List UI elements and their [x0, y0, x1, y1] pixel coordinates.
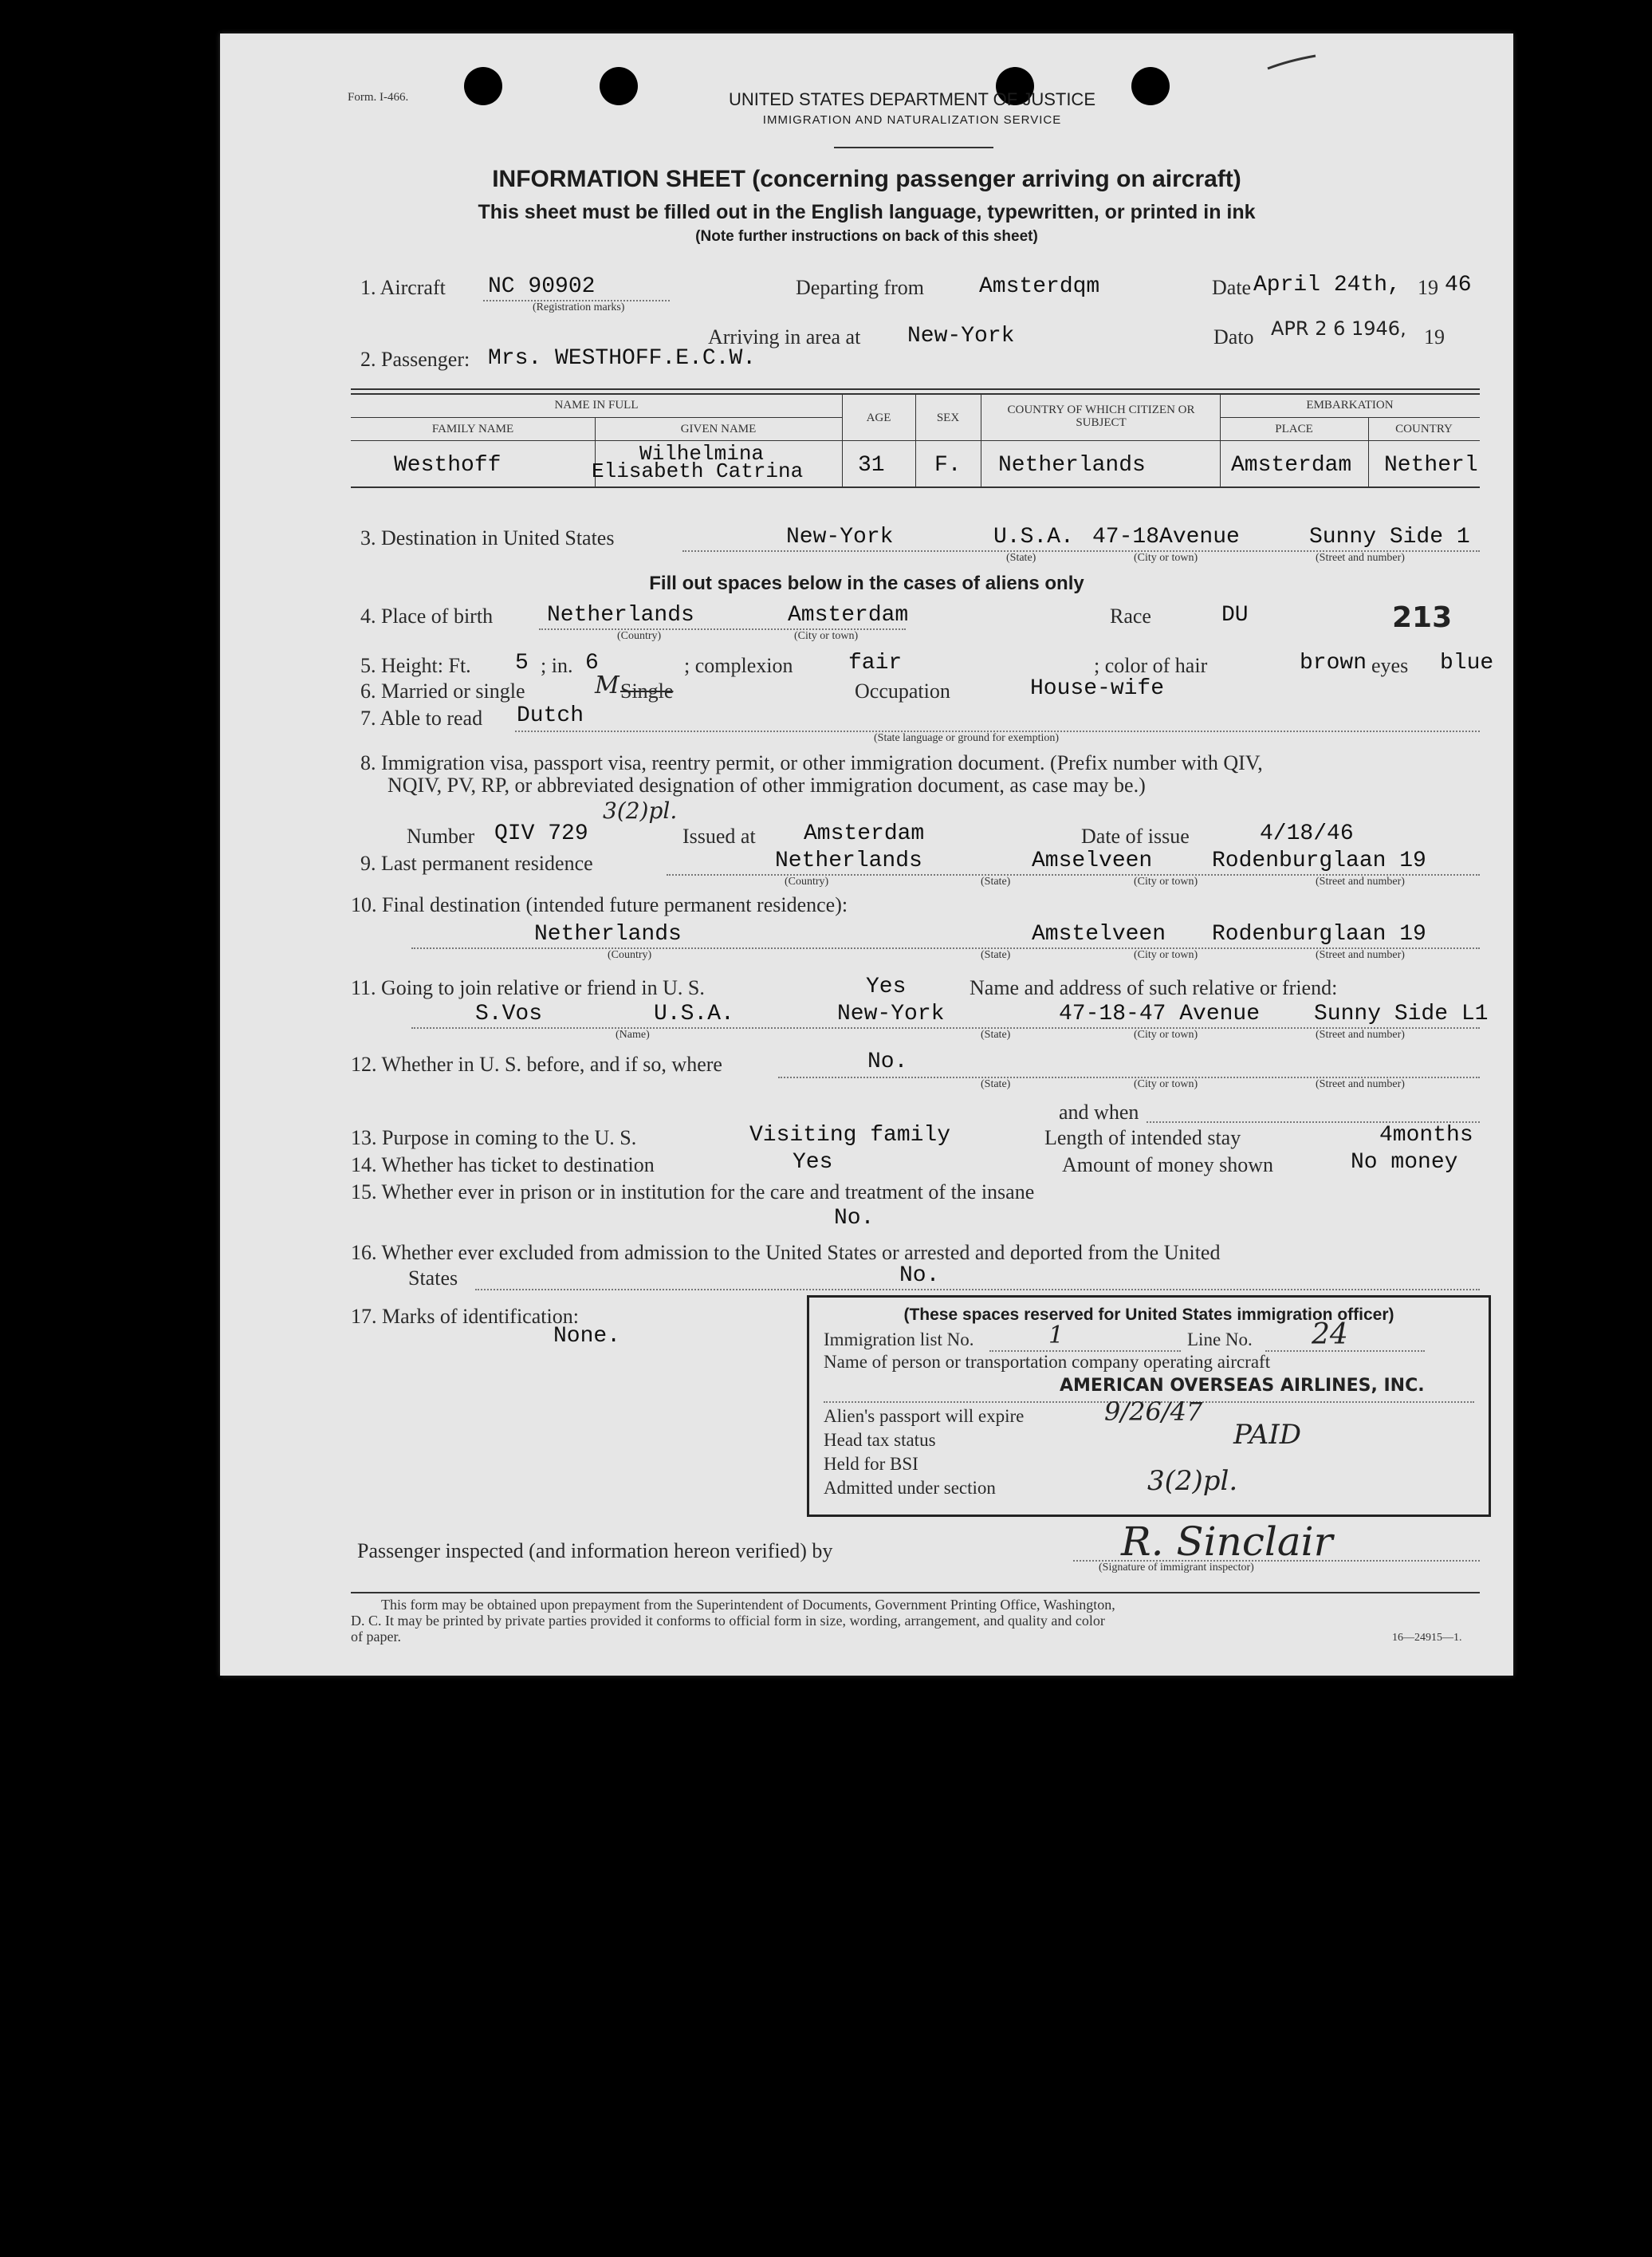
stay-value: 4months	[1379, 1123, 1473, 1148]
excluded-value: No.	[899, 1263, 940, 1288]
passport-label: Alien's passport will expire	[824, 1406, 1025, 1426]
destination-city: New-York	[786, 525, 894, 549]
money-label: Amount of money shown	[1062, 1153, 1274, 1176]
arriving-value: New-York	[907, 324, 1015, 349]
date-stamp: APR 2 6 1946,	[1271, 317, 1406, 340]
caption-country: (Country)	[608, 949, 652, 961]
cell-given-2: Elisabeth Catrina	[592, 459, 804, 483]
punch-hole	[600, 67, 638, 105]
line-label: Line No.	[1187, 1329, 1253, 1349]
eyes-label: eyes	[1371, 654, 1409, 677]
inspector-signature: R. Sinclair	[1121, 1518, 1333, 1565]
passenger-value: Mrs. WESTHOFF.E.C.W.	[488, 346, 757, 371]
prison-label: 15. Whether ever in prison or in institution for the care and treatment of the insane	[351, 1180, 1035, 1203]
join-value: Yes	[866, 975, 907, 999]
note: (Note further instructions on back of this sheet)	[695, 228, 1038, 245]
residence-city: Amselveen	[1032, 849, 1153, 873]
hair-label: ; color of hair	[1094, 654, 1208, 677]
cell-family: Westhoff	[394, 453, 502, 478]
final-label: 10. Final destination (intended future permanent residence):	[351, 893, 848, 916]
read-label: 7. Able to read	[360, 707, 483, 730]
residence-label: 9. Last permanent residence	[360, 852, 593, 875]
caption-state: (State)	[981, 876, 1011, 888]
final-street: Rodenburglaan 19	[1212, 922, 1426, 947]
visa-line2: NQIV, PV, RP, or abbreviated designation of other immigration document, as case may be.)	[387, 774, 1146, 797]
code-number: 213	[1392, 601, 1453, 634]
join-city: New-York	[837, 1002, 945, 1026]
issued-label: Issued at	[682, 825, 756, 848]
date2-label: Dato	[1213, 325, 1254, 349]
caption-state: (State)	[981, 1029, 1011, 1041]
caption-state: (State)	[981, 949, 1011, 961]
caption-city: (City or town)	[1134, 1078, 1198, 1090]
before-label: 12. Whether in U. S. before, and if so, where	[351, 1053, 722, 1076]
final-country: Netherlands	[534, 922, 682, 947]
list-label: Immigration list No.	[824, 1329, 974, 1349]
before-value: No.	[867, 1050, 908, 1074]
and-when-label: and when	[1059, 1101, 1139, 1124]
company-stamp: AMERICAN OVERSEAS AIRLINES, INC.	[1060, 1376, 1425, 1396]
residence-street: Rodenburglaan 19	[1212, 849, 1426, 873]
col-age: AGE	[866, 412, 891, 424]
visa-number-label: Number	[407, 825, 475, 848]
cell-country: Netherl	[1384, 453, 1478, 478]
admitted-value: 3(2)pl.	[1147, 1465, 1238, 1497]
visa-hand-note: 3(2)pl.	[603, 798, 678, 824]
birth-label: 4. Place of birth	[360, 605, 494, 628]
excluded-line1: 16. Whether ever excluded from admission to the United States or arrested and deported from the United	[351, 1241, 1221, 1264]
departing-value: Amsterdqm	[979, 274, 1100, 299]
col-name-in-full: NAME IN FULL	[554, 399, 639, 412]
col-embarkation: EMBARKATION	[1306, 399, 1394, 412]
punch-hole	[464, 67, 502, 105]
caption-street: (Street and number)	[1316, 1078, 1405, 1090]
col-country: COUNTRY	[1395, 423, 1453, 435]
visa-number-value: QIV 729	[494, 821, 588, 846]
race-value: DU	[1221, 603, 1249, 628]
excluded-line2: States	[408, 1266, 458, 1290]
caption-country: (Country)	[785, 876, 829, 888]
caption-street: (Street and number)	[1316, 876, 1405, 888]
stay-label: Length of intended stay	[1044, 1126, 1241, 1149]
caption-street: (Street and number)	[1316, 1029, 1405, 1041]
date-label: Date	[1212, 276, 1252, 299]
destination-street-b: Sunny Side 1	[1309, 525, 1470, 549]
bsi-label: Held for BSI	[824, 1454, 918, 1474]
purpose-value: Visiting family	[749, 1123, 951, 1148]
height-in-label: ; in.	[541, 654, 573, 677]
date-value: April 24th,	[1253, 273, 1401, 297]
money-value: No money	[1351, 1150, 1458, 1175]
col-given-name: GIVEN NAME	[680, 423, 757, 435]
date2-year-prefix: 19	[1424, 325, 1445, 349]
list-value: 1	[1048, 1322, 1064, 1349]
ticket-value: Yes	[793, 1150, 833, 1175]
residence-country: Netherlands	[775, 849, 922, 873]
visa-line1: 8. Immigration visa, passport visa, reentry permit, or other immigration document. (Prefix number with QIV,	[360, 751, 1263, 774]
join-name-label: Name and address of such relative or friend:	[970, 976, 1338, 999]
form-number: Form. I-466.	[348, 91, 409, 104]
destination-street-a: 47-18Avenue	[1092, 525, 1240, 549]
company-label: Name of person or transportation company operating aircraft	[824, 1352, 1271, 1372]
caption-street: (Street and number)	[1316, 552, 1405, 564]
birth-caption-country: (Country)	[617, 630, 662, 642]
birth-caption-city: (City or town)	[794, 630, 859, 642]
caption-city: (City or town)	[1134, 876, 1198, 888]
footer-line3: of paper.	[351, 1629, 401, 1644]
join-name: S.Vos	[475, 1002, 543, 1026]
cell-sex: F.	[934, 453, 962, 478]
department-title: UNITED STATES DEPARTMENT OF JUSTICE	[728, 89, 1095, 109]
hair-value: brown	[1300, 651, 1367, 676]
officer-box-heading: (These spaces reserved for United States immigration officer)	[903, 1306, 1394, 1324]
aliens-heading: Fill out spaces below in the cases of aliens only	[649, 573, 1084, 594]
signature-caption: (Signature of immigrant inspector)	[1099, 1562, 1254, 1574]
height-ft: 5	[515, 651, 529, 676]
cell-age: 31	[858, 453, 885, 478]
caption-city: (City or town)	[1134, 949, 1198, 961]
issued-value: Amsterdam	[804, 821, 925, 846]
date-year-prefix: 19	[1418, 276, 1438, 299]
passenger-label: 2. Passenger:	[360, 348, 470, 371]
caption-city: (City or town)	[1134, 552, 1198, 564]
marks-value: None.	[553, 1324, 621, 1349]
officer-box	[807, 1295, 1491, 1517]
headtax-label: Head tax status	[824, 1430, 936, 1450]
form-code: 16—24915—1.	[1392, 1632, 1462, 1644]
race-label: Race	[1110, 605, 1151, 628]
join-state: U.S.A.	[654, 1002, 734, 1026]
cell-given-1: Wilhelmina	[639, 442, 765, 466]
col-family-name: FAMILY NAME	[431, 423, 514, 435]
issue-date-label: Date of issue	[1081, 825, 1190, 848]
col-place: PLACE	[1275, 423, 1313, 435]
arriving-label: Arriving in area at	[708, 325, 861, 349]
inspected-label: Passenger inspected (and information hereon verified) by	[357, 1539, 833, 1562]
birth-city: Amsterdam	[788, 603, 909, 628]
eyes-value: blue	[1440, 651, 1494, 676]
passport-value: 9/26/47	[1104, 1396, 1203, 1427]
join-label: 11. Going to join relative or friend in U. S.	[351, 976, 705, 999]
form-sheet	[220, 33, 1513, 1676]
punch-hole	[1131, 67, 1170, 105]
cell-place: Amsterdam	[1231, 453, 1352, 478]
headtax-value: PAID	[1233, 1419, 1301, 1451]
final-city: Amstelveen	[1032, 922, 1166, 947]
birth-country: Netherlands	[547, 603, 694, 628]
marks-label: 17. Marks of identification:	[351, 1305, 579, 1328]
header-divider	[834, 147, 993, 148]
pen-mark-icon	[1265, 51, 1320, 75]
occupation-value: House-wife	[1030, 676, 1165, 701]
aircraft-label: 1. Aircraft	[360, 276, 446, 299]
single-struck: Single	[620, 679, 674, 703]
caption-city: (City or town)	[1134, 1029, 1198, 1041]
col-country-citizen: COUNTRY OF WHICH CITIZEN OR SUBJECT	[1007, 404, 1195, 429]
caption-name: (Name)	[616, 1029, 650, 1041]
height-in: 6	[585, 651, 599, 676]
prison-value: No.	[834, 1206, 875, 1231]
line-value: 24	[1312, 1318, 1348, 1351]
departing-label: Departing from	[796, 276, 925, 299]
col-sex: SEX	[936, 412, 960, 424]
caption-state: (State)	[981, 1078, 1011, 1090]
read-value: Dutch	[517, 703, 584, 728]
caption-state: (State)	[1006, 552, 1036, 564]
footer-line2: D. C. It may be printed by private parties provided it conforms to official form in size, wording, arrangement, and quality and color	[351, 1613, 1105, 1629]
page-title: INFORMATION SHEET (concerning passenger arriving on aircraft)	[492, 166, 1241, 192]
height-label: 5. Height: Ft.	[360, 654, 471, 677]
service-title: IMMIGRATION AND NATURALIZATION SERVICE	[762, 113, 1062, 127]
caption-street: (Street and number)	[1316, 949, 1405, 961]
married-mark: M	[595, 672, 620, 699]
join-street-a: 47-18-47 Avenue	[1059, 1002, 1261, 1026]
ticket-label: 14. Whether has ticket to destination	[351, 1153, 655, 1176]
admitted-label: Admitted under section	[824, 1478, 996, 1498]
purpose-label: 13. Purpose in coming to the U. S.	[351, 1126, 637, 1149]
join-street-b: Sunny Side L1	[1314, 1002, 1489, 1026]
occupation-label: Occupation	[855, 679, 950, 703]
destination-state: U.S.A.	[993, 525, 1074, 549]
read-caption: (State language or ground for exemption)	[874, 732, 1060, 744]
cell-citizen: Netherlands	[998, 453, 1146, 478]
complexion-value: fair	[848, 651, 903, 676]
married-label: 6. Married or single	[360, 679, 525, 703]
aircraft-caption: (Registration marks)	[533, 301, 625, 313]
aircraft-value: NC 90902	[488, 274, 596, 299]
instruction: This sheet must be filled out in the English language, typewritten, or printed in ink	[478, 201, 1256, 223]
footer-line1: This form may be obtained upon prepayment from the Superintendent of Documents, Government Printing Office, Washington,	[381, 1597, 1115, 1613]
complexion-label: ; complexion	[684, 654, 793, 677]
destination-label: 3. Destination in United States	[360, 526, 615, 549]
issue-date-value: 4/18/46	[1260, 821, 1354, 846]
date-year: 46	[1445, 273, 1472, 297]
